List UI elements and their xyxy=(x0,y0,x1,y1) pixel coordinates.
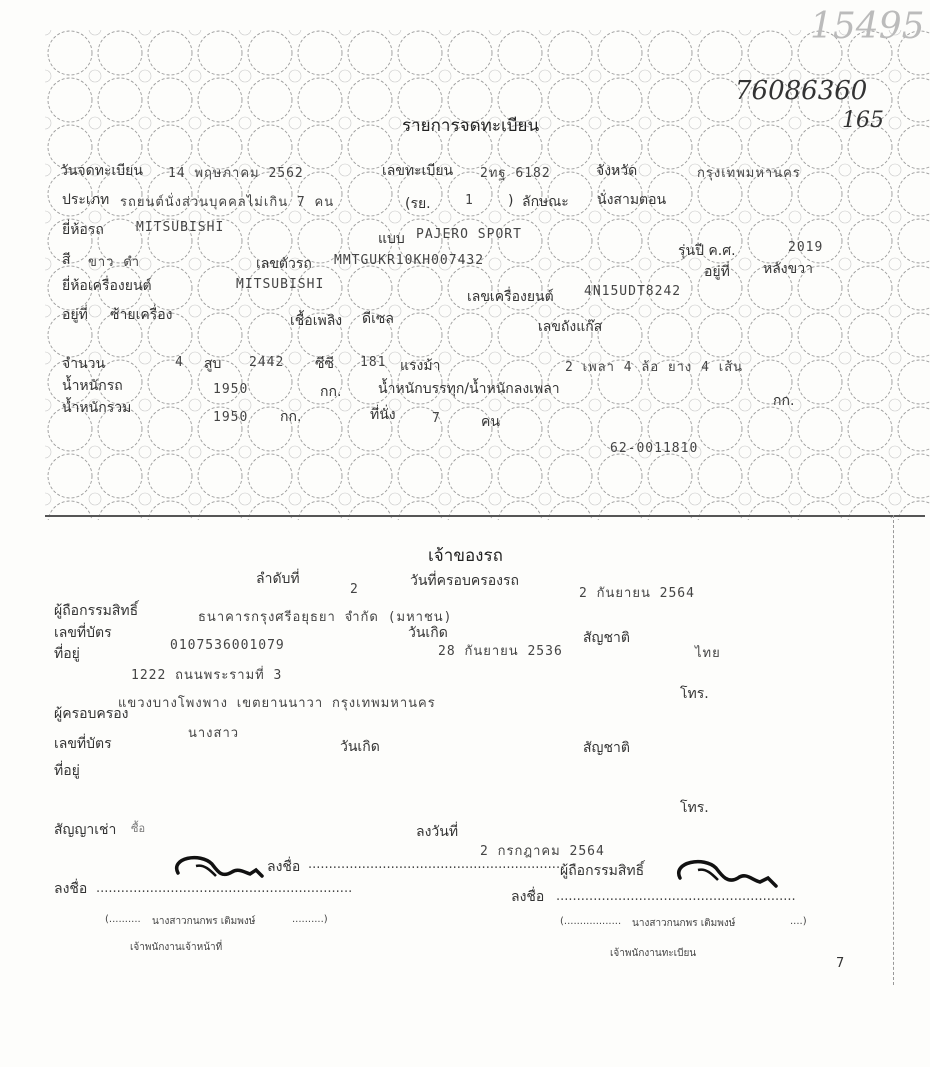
plate-label: เลขทะเบียน xyxy=(382,163,454,179)
address-line2: แขวงบางโพงพาง เขตยานนาวา กรุงเทพมหานคร xyxy=(118,696,436,711)
model-value: PAJERO SPORT xyxy=(416,227,522,242)
corner-number: 15495 xyxy=(810,6,925,47)
address-label: ที่อยู่ xyxy=(54,646,80,662)
page-number: 7 xyxy=(836,956,845,971)
birth-value: 28 กันยายน 2536 xyxy=(438,644,563,659)
engine-at-label: อยู่ที่ xyxy=(62,307,88,323)
province-value: กรุงเทพมหานคร xyxy=(697,166,801,181)
qty-value: 4 xyxy=(175,355,184,370)
chassis-label: เลขตัวรถ xyxy=(256,256,312,272)
possession-label: วันที่ครอบครองรถ xyxy=(410,573,519,589)
officer-name-right: นางสาวกนกพร เติมพงษ์ xyxy=(632,918,736,929)
model-label: แบบ xyxy=(378,231,405,247)
province-label: จังหวัด xyxy=(596,163,638,179)
possession-value: 2 กันยายน 2564 xyxy=(579,586,695,601)
possessor-nationality-label: สัญชาติ xyxy=(583,740,630,756)
sign-date-label: ลงวันที่ xyxy=(416,824,459,840)
address-line1: 1222 ถนนพระรามที่ 3 xyxy=(131,668,283,683)
officer-name-right-close: ....) xyxy=(790,916,807,927)
tel-label-1: โทร. xyxy=(680,686,709,702)
gas-tank-label: เลขถังแก๊ส xyxy=(538,319,603,335)
rs-value: 1 xyxy=(465,193,474,208)
axle-value: 2 เพลา 4 ล้อ ยาง 4 เส้น xyxy=(565,360,744,375)
possessor-value: นางสาว xyxy=(188,726,240,741)
fuel-label: เชื้อเพลิง xyxy=(290,313,343,329)
officer-title-right: เจ้าพนักงานทะเบียน xyxy=(610,948,697,959)
type-label: ประเภท xyxy=(62,192,110,208)
gross-kg-label: กก. xyxy=(280,409,302,425)
year-label: รุ่นปี ค.ศ. xyxy=(678,243,736,259)
registration-title: รายการจดทะเบียน xyxy=(402,116,540,136)
color-label: สี xyxy=(62,252,71,268)
gross-label: น้ำหนักรวม xyxy=(62,400,132,416)
engine-at-value: ซ้ายเครื่อง xyxy=(110,307,173,323)
seats-label: ที่นั่ง xyxy=(370,407,396,423)
weight-value: 1950 xyxy=(213,382,249,397)
engine-brand-value: MITSUBISHI xyxy=(236,277,325,292)
section-divider xyxy=(45,515,925,517)
chassis-at-label: อยู่ที่ xyxy=(704,264,730,280)
holder-label: ผู้ถือกรรมสิทธิ์ xyxy=(54,603,139,619)
weight-label: น้ำหนักรถ xyxy=(62,378,123,394)
brand-label: ยี่ห้อรถ xyxy=(62,222,104,238)
weight-kg-label: กก. xyxy=(320,384,342,400)
gross-value: 1950 xyxy=(213,410,249,425)
fuel-value: ดีเซล xyxy=(362,311,394,327)
chassis-value: MMTGUKR10KH007432 xyxy=(334,253,485,268)
sign-dots-right: .......................................................... xyxy=(556,889,796,904)
chassis-at-value: หลังขวา xyxy=(763,261,813,277)
holder-sign-suffix: ผู้ถือกรรมสิทธิ์ xyxy=(560,863,645,879)
right-margin-line xyxy=(893,515,894,985)
feature-label: ลักษณะ xyxy=(522,194,569,210)
possessor-label: ผู้ครอบครอง xyxy=(54,706,129,722)
tel-label-2: โทร. xyxy=(680,800,709,816)
engine-brand-label: ยี่ห้อเครื่องยนต์ xyxy=(62,278,152,294)
officer-title-left: เจ้าพนักงานเจ้าหน้าที่ xyxy=(130,942,223,953)
brand-value: MITSUBISHI xyxy=(136,220,225,235)
feature-value: นั่งสามตอน xyxy=(597,192,667,208)
hp-label: แรงม้า xyxy=(400,358,441,374)
officer-name-left-close: ..........) xyxy=(292,914,328,925)
nationality-value: ไทย xyxy=(695,646,721,661)
possessor-id-label: เลขที่บัตร xyxy=(54,736,112,752)
rs-close: ) xyxy=(508,193,514,209)
lease-value: ซื้อ xyxy=(131,822,146,835)
cyl-label: สูบ xyxy=(204,356,222,372)
type-value: รถยนต์นั่งส่วนบุคคลไม่เกิน 7 คน xyxy=(120,195,335,210)
engine-no-label: เลขเครื่องยนต์ xyxy=(467,289,554,305)
possessor-address-label: ที่อยู่ xyxy=(54,763,80,779)
rs-label: (รย. xyxy=(405,196,431,212)
cc-label: ซีซี xyxy=(315,356,335,372)
cc-value: 181 xyxy=(360,355,387,370)
load-kg-label: กก. xyxy=(773,393,795,409)
sign-date-value: 2 กรกฎาคม 2564 xyxy=(480,844,605,859)
handwritten-ref: 76086360 xyxy=(735,76,868,106)
id-label: เลขที่บัตร xyxy=(54,625,112,641)
seq-label: ลำดับที่ xyxy=(256,571,300,587)
date-value: 14 พฤษภาคม 2562 xyxy=(168,166,304,181)
holder-value: ธนาคารกรุงศรีอยุธยา จำกัด (มหาชน) xyxy=(198,610,453,625)
officer-name-left-open: (.......... xyxy=(105,914,141,925)
officer-name-right-open: (.................. xyxy=(560,916,622,927)
sign-dots-top: .............................................................. xyxy=(308,857,565,872)
sign-label-right: ลงชื่อ xyxy=(511,889,545,905)
qty-label: จำนวน xyxy=(62,356,106,372)
owner-title: เจ้าของรถ xyxy=(428,546,503,566)
seats-value: 7 xyxy=(432,411,441,426)
date-label: วันจดทะเบียน xyxy=(60,163,143,179)
birth-label: วันเกิด xyxy=(408,625,448,641)
serial-number: 62-0011810 xyxy=(610,441,699,456)
id-value: 0107536001079 xyxy=(170,638,285,653)
plate-value: 2ทฐ 6182 xyxy=(480,166,551,181)
engine-no-value: 4N15UDT8242 xyxy=(584,284,682,299)
seq-value: 2 xyxy=(350,582,359,597)
cyl-value: 2442 xyxy=(249,355,285,370)
officer-name-left: นางสาวกนกพร เติมพงษ์ xyxy=(152,916,256,927)
sign-dots-left: .............................................................. xyxy=(96,881,353,896)
lease-label: สัญญาเช่า xyxy=(54,822,117,838)
nationality-label: สัญชาติ xyxy=(583,630,630,646)
handwritten-sub: 165 xyxy=(842,108,884,133)
sign-label-top: ลงชื่อ xyxy=(267,859,301,875)
sign-label-left: ลงชื่อ xyxy=(54,881,88,897)
color-value: ขาว ดำ xyxy=(88,255,141,270)
persons-label: คน xyxy=(481,414,500,430)
possessor-birth-label: วันเกิด xyxy=(340,739,380,755)
load-label: น้ำหนักบรรทุก/น้ำหนักลงเพลา xyxy=(378,381,560,397)
year-value: 2019 xyxy=(788,240,824,255)
